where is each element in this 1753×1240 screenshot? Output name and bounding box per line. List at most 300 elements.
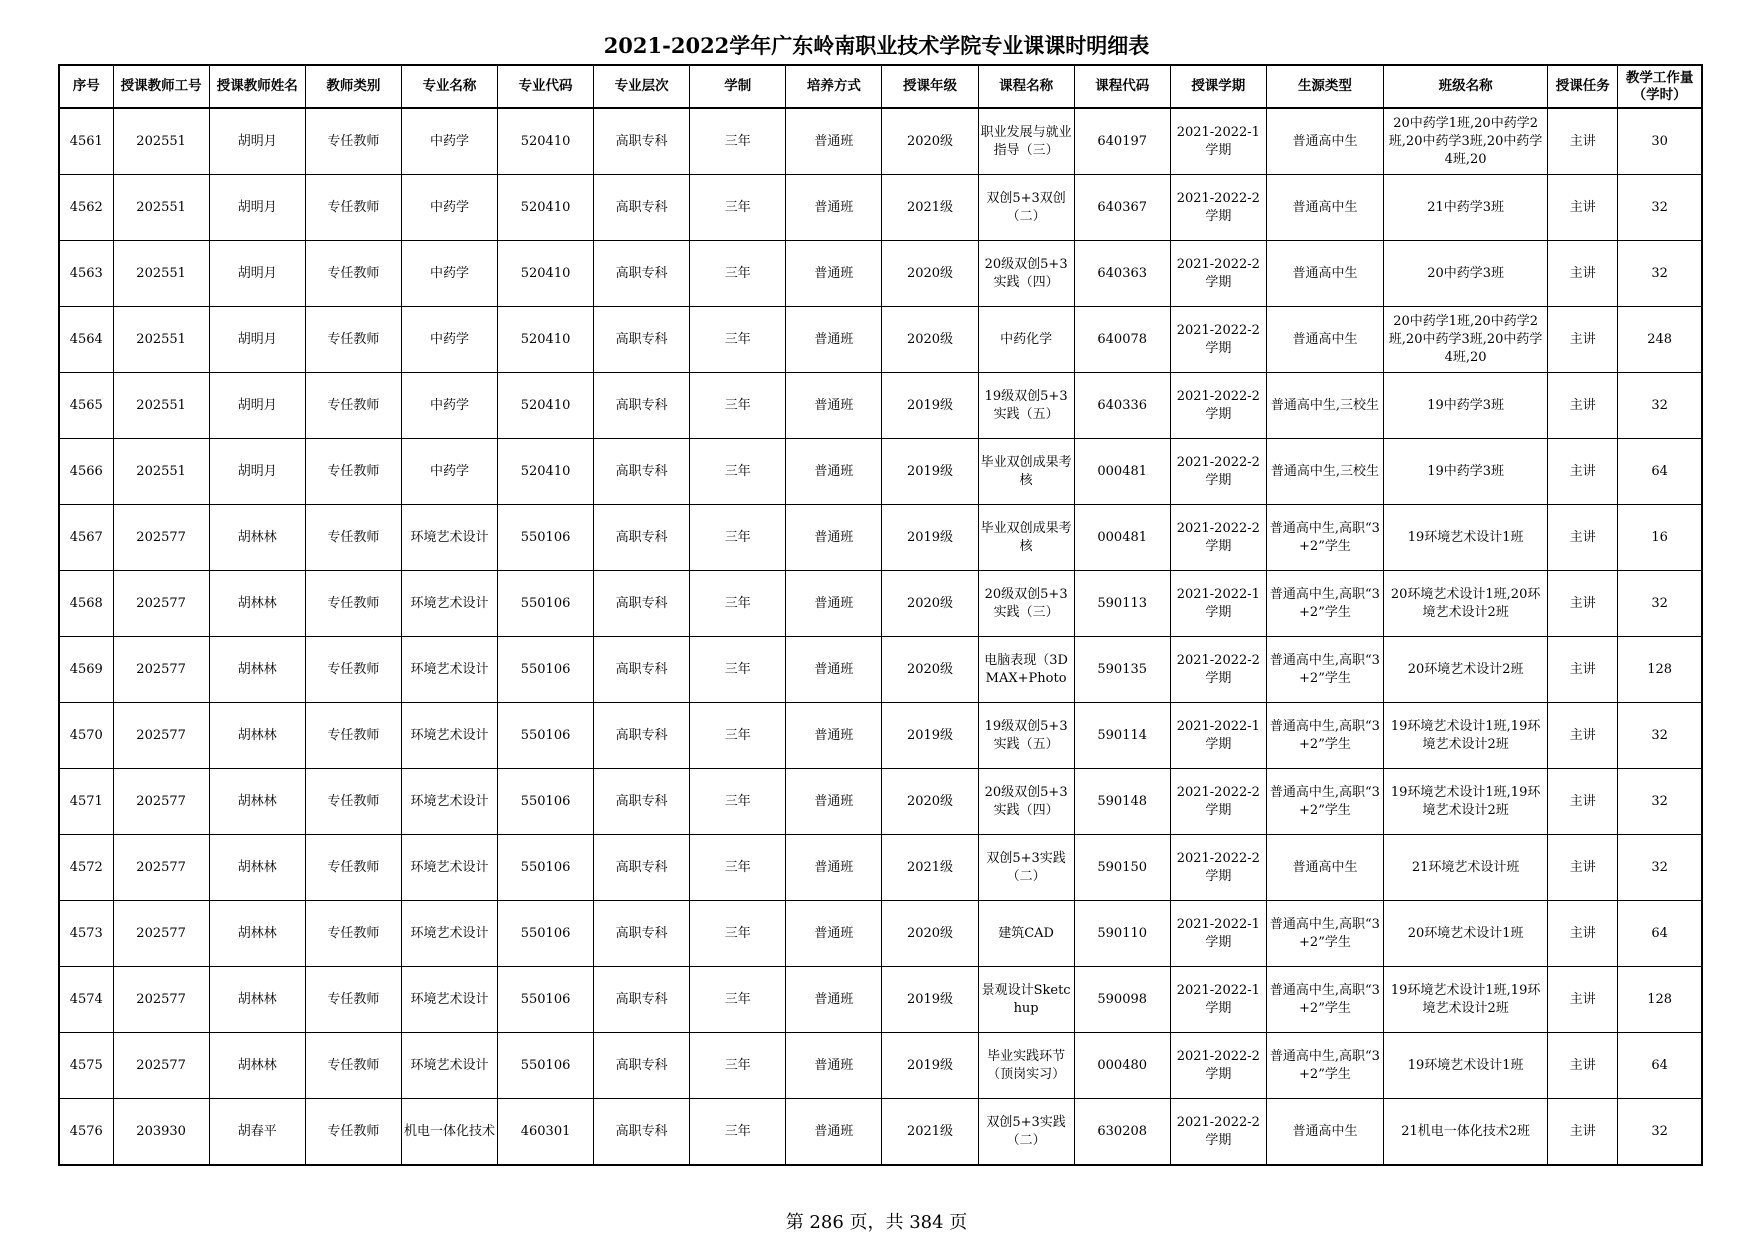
cell-text: 普通高中生 bbox=[1292, 331, 1358, 347]
cell-text: 2019级 bbox=[906, 529, 954, 545]
table-cell bbox=[1618, 439, 1702, 505]
cell-text: 590110 bbox=[1097, 925, 1148, 941]
table-cell bbox=[1266, 571, 1383, 637]
cell-text: 2021级 bbox=[906, 1123, 954, 1139]
cell-text: 2021级 bbox=[906, 859, 954, 875]
table-cell bbox=[1618, 307, 1702, 373]
table-cell bbox=[1618, 1099, 1702, 1166]
cell-text: 普通班 bbox=[814, 859, 854, 875]
cell-text: 2019级 bbox=[906, 1057, 954, 1073]
cell-text: 21环境艺术设计班 bbox=[1411, 859, 1520, 875]
cell-text: 2021-2022-2学期 bbox=[1176, 388, 1260, 422]
table-cell bbox=[882, 1099, 978, 1166]
cell-text: 000480 bbox=[1097, 1057, 1148, 1073]
column-header: 课程代码 bbox=[1074, 65, 1170, 108]
cell-text: 中药化学 bbox=[1000, 331, 1053, 347]
cell-text: 128 bbox=[1647, 661, 1673, 677]
cell-text: 520410 bbox=[520, 463, 571, 479]
table-cell bbox=[401, 175, 497, 241]
cell-text: 中药学 bbox=[429, 331, 469, 347]
cell-text: 三年 bbox=[724, 199, 751, 215]
table-cell bbox=[401, 373, 497, 439]
table-cell bbox=[1170, 175, 1266, 241]
cell-text: 毕业双创成果考核 bbox=[980, 520, 1072, 554]
cell-text: 19环境艺术设计1班 bbox=[1407, 529, 1524, 545]
cell-text: 550106 bbox=[520, 925, 571, 941]
cell-text: 主讲 bbox=[1569, 1123, 1596, 1139]
cell-text: 胡林林 bbox=[237, 661, 277, 677]
cell-text: 环境艺术设计 bbox=[410, 793, 489, 809]
table-cell bbox=[305, 703, 401, 769]
table-cell bbox=[978, 769, 1074, 835]
cell-text: 高职专科 bbox=[615, 661, 668, 677]
cell-text: 环境艺术设计 bbox=[410, 1057, 489, 1073]
table-cell bbox=[401, 505, 497, 571]
cell-text: 普通高中生,高职“3+2”学生 bbox=[1269, 784, 1380, 818]
cell-text: 三年 bbox=[724, 397, 751, 413]
cell-text: 胡明月 bbox=[237, 397, 277, 413]
table-cell bbox=[690, 835, 786, 901]
column-header: 学制 bbox=[690, 65, 786, 108]
table-cell bbox=[1618, 967, 1702, 1033]
table-row bbox=[59, 439, 1702, 505]
table-cell bbox=[401, 241, 497, 307]
cell-text: 毕业实践环节（顶岗实习） bbox=[987, 1048, 1066, 1082]
cell-text: 590098 bbox=[1097, 991, 1148, 1007]
table-cell bbox=[594, 769, 690, 835]
table-cell bbox=[1548, 175, 1618, 241]
table-cell bbox=[401, 1099, 497, 1166]
cell-text: 专任教师 bbox=[327, 727, 380, 743]
table-cell bbox=[882, 505, 978, 571]
cell-text: 20环境艺术设计2班 bbox=[1407, 661, 1524, 677]
cell-text: 590113 bbox=[1097, 595, 1148, 611]
table-cell bbox=[498, 175, 594, 241]
cell-text: 主讲 bbox=[1569, 1057, 1596, 1073]
cell-text: 胡明月 bbox=[237, 133, 277, 149]
table-cell bbox=[209, 505, 305, 571]
table-cell bbox=[594, 175, 690, 241]
cell-text: 普通高中生,高职“3+2”学生 bbox=[1269, 718, 1380, 752]
table-cell bbox=[1266, 307, 1383, 373]
table-row bbox=[59, 967, 1702, 1033]
cell-text: 4573 bbox=[69, 925, 103, 941]
cell-text: 2021-2022-2学期 bbox=[1176, 850, 1260, 884]
table-cell bbox=[1548, 241, 1618, 307]
cell-text: 胡明月 bbox=[237, 463, 277, 479]
table-cell bbox=[1618, 505, 1702, 571]
table-cell bbox=[401, 769, 497, 835]
cell-text: 21中药学3班 bbox=[1427, 199, 1505, 215]
cell-text: 专任教师 bbox=[327, 463, 380, 479]
table-cell bbox=[59, 901, 113, 967]
table-cell bbox=[1266, 769, 1383, 835]
table-cell bbox=[882, 108, 978, 175]
table-cell bbox=[1548, 637, 1618, 703]
cell-text: 胡明月 bbox=[237, 199, 277, 215]
cell-text: 环境艺术设计 bbox=[410, 859, 489, 875]
cell-text: 2021-2022-1学期 bbox=[1176, 718, 1260, 752]
cell-text: 普通高中生 bbox=[1292, 859, 1358, 875]
cell-text: 专任教师 bbox=[327, 793, 380, 809]
cell-text: 高职专科 bbox=[615, 463, 668, 479]
cell-text: 普通班 bbox=[814, 1123, 854, 1139]
table-row bbox=[59, 175, 1702, 241]
table-cell bbox=[1548, 307, 1618, 373]
table-cell bbox=[690, 769, 786, 835]
table-cell bbox=[1384, 439, 1548, 505]
table-cell bbox=[1548, 571, 1618, 637]
table-cell bbox=[113, 637, 209, 703]
cell-text: 景观设计Sketchup bbox=[981, 982, 1071, 1016]
table-cell bbox=[59, 307, 113, 373]
cell-text: 128 bbox=[1647, 991, 1673, 1007]
cell-text: 520410 bbox=[520, 331, 571, 347]
cell-text: 32 bbox=[1651, 595, 1668, 611]
cell-text: 三年 bbox=[724, 991, 751, 1007]
column-header: 专业代码 bbox=[498, 65, 594, 108]
table-row bbox=[59, 1033, 1702, 1099]
cell-text: 19环境艺术设计1班,19环境艺术设计2班 bbox=[1390, 982, 1541, 1016]
table-cell bbox=[1074, 769, 1170, 835]
cell-text: 三年 bbox=[724, 925, 751, 941]
table-cell bbox=[594, 637, 690, 703]
column-header: 授课学期 bbox=[1170, 65, 1266, 108]
cell-text: 550106 bbox=[520, 793, 571, 809]
cell-text: 三年 bbox=[724, 1057, 751, 1073]
table-row bbox=[59, 373, 1702, 439]
cell-text: 双创5+3双创（二） bbox=[986, 190, 1066, 224]
table-cell bbox=[59, 769, 113, 835]
table-cell bbox=[1074, 835, 1170, 901]
cell-text: 19中药学3班 bbox=[1427, 463, 1505, 479]
cell-text: 职业发展与就业指导（三） bbox=[980, 124, 1072, 158]
table-cell bbox=[305, 505, 401, 571]
table-cell bbox=[59, 241, 113, 307]
table-cell bbox=[594, 307, 690, 373]
table-row bbox=[59, 835, 1702, 901]
cell-text: 中药学 bbox=[429, 463, 469, 479]
table-cell bbox=[498, 108, 594, 175]
table-cell bbox=[978, 703, 1074, 769]
table-cell bbox=[1170, 703, 1266, 769]
cell-text: 2019级 bbox=[906, 991, 954, 1007]
cell-text: 202577 bbox=[136, 859, 186, 875]
cell-text: 高职专科 bbox=[615, 991, 668, 1007]
table-cell bbox=[882, 901, 978, 967]
cell-text: 主讲 bbox=[1569, 661, 1596, 677]
table-cell bbox=[1618, 175, 1702, 241]
table-cell bbox=[1074, 241, 1170, 307]
cell-text: 环境艺术设计 bbox=[410, 925, 489, 941]
table-cell bbox=[59, 967, 113, 1033]
cell-text: 2021-2022-1学期 bbox=[1176, 982, 1260, 1016]
table-cell bbox=[594, 571, 690, 637]
table-cell bbox=[1074, 108, 1170, 175]
table-cell bbox=[690, 901, 786, 967]
table-cell bbox=[1170, 505, 1266, 571]
table-cell bbox=[594, 703, 690, 769]
cell-text: 高职专科 bbox=[615, 1123, 668, 1139]
table-cell bbox=[882, 307, 978, 373]
table-cell bbox=[594, 1033, 690, 1099]
cell-text: 202551 bbox=[136, 199, 186, 215]
table-cell bbox=[113, 769, 209, 835]
table-cell bbox=[305, 373, 401, 439]
table-cell bbox=[1618, 571, 1702, 637]
cell-text: 高职专科 bbox=[615, 793, 668, 809]
cell-text: 4567 bbox=[69, 529, 103, 545]
table-cell bbox=[305, 901, 401, 967]
cell-text: 环境艺术设计 bbox=[410, 727, 489, 743]
table-cell bbox=[1548, 703, 1618, 769]
cell-text: 专任教师 bbox=[327, 331, 380, 347]
table-cell bbox=[305, 241, 401, 307]
table-cell bbox=[1384, 901, 1548, 967]
table-cell bbox=[978, 571, 1074, 637]
column-header: 专业名称 bbox=[401, 65, 497, 108]
page-title: 2021-2022学年广东岭南职业技术学院专业课课时明细表 bbox=[603, 33, 1150, 58]
table-cell bbox=[113, 241, 209, 307]
table-cell bbox=[1170, 307, 1266, 373]
cell-text: 专任教师 bbox=[327, 529, 380, 545]
cell-text: 16 bbox=[1651, 529, 1668, 545]
cell-text: 三年 bbox=[724, 595, 751, 611]
cell-text: 550106 bbox=[520, 529, 571, 545]
table-cell bbox=[786, 1033, 882, 1099]
cell-text: 高职专科 bbox=[615, 859, 668, 875]
table-cell bbox=[978, 505, 1074, 571]
cell-text: 机电一体化技术 bbox=[403, 1123, 495, 1139]
cell-text: 20中药学1班,20中药学2班,20中药学3班,20中药学4班,20 bbox=[1388, 313, 1543, 365]
cell-text: 普通班 bbox=[814, 727, 854, 743]
table-cell bbox=[498, 769, 594, 835]
cell-text: 32 bbox=[1651, 793, 1668, 809]
cell-text: 2021-2022-2学期 bbox=[1176, 1048, 1260, 1082]
table-cell bbox=[594, 1099, 690, 1166]
table-cell bbox=[1170, 439, 1266, 505]
table-cell bbox=[1384, 108, 1548, 175]
table-cell bbox=[1266, 637, 1383, 703]
table-cell bbox=[59, 1099, 113, 1166]
cell-text: 202577 bbox=[136, 529, 186, 545]
cell-text: 4576 bbox=[69, 1123, 103, 1139]
cell-text: 普通班 bbox=[814, 925, 854, 941]
cell-text: 高职专科 bbox=[615, 199, 668, 215]
cell-text: 普通高中生,三校生 bbox=[1270, 397, 1380, 413]
cell-text: 520410 bbox=[520, 199, 571, 215]
table-cell bbox=[209, 1033, 305, 1099]
cell-text: 专任教师 bbox=[327, 1057, 380, 1073]
cell-text: 主讲 bbox=[1569, 199, 1596, 215]
cell-text: 环境艺术设计 bbox=[410, 595, 489, 611]
table-cell bbox=[690, 439, 786, 505]
cell-text: 普通高中生,高职“3+2”学生 bbox=[1269, 1048, 1380, 1082]
table-cell bbox=[401, 571, 497, 637]
table-cell bbox=[1548, 901, 1618, 967]
cell-text: 32 bbox=[1651, 727, 1668, 743]
table-cell bbox=[59, 505, 113, 571]
table-cell bbox=[1548, 769, 1618, 835]
table-cell bbox=[1266, 967, 1383, 1033]
cell-text: 胡林林 bbox=[237, 991, 277, 1007]
table-cell bbox=[690, 637, 786, 703]
table-cell bbox=[1618, 1033, 1702, 1099]
table-cell bbox=[209, 241, 305, 307]
table-row bbox=[59, 637, 1702, 703]
table-cell bbox=[1266, 901, 1383, 967]
cell-text: 2021-2022-2学期 bbox=[1176, 256, 1260, 290]
cell-text: 三年 bbox=[724, 859, 751, 875]
cell-text: 520410 bbox=[520, 397, 571, 413]
cell-text: 4561 bbox=[69, 133, 103, 149]
cell-text: 202551 bbox=[136, 265, 186, 281]
cell-text: 中药学 bbox=[429, 265, 469, 281]
table-cell bbox=[1266, 241, 1383, 307]
table-cell bbox=[401, 637, 497, 703]
table-cell bbox=[978, 241, 1074, 307]
cell-text: 2021-2022-2学期 bbox=[1176, 784, 1260, 818]
table-row bbox=[59, 505, 1702, 571]
column-header: 序号 bbox=[59, 65, 113, 108]
table-cell bbox=[594, 901, 690, 967]
table-cell bbox=[401, 108, 497, 175]
table-row bbox=[59, 901, 1702, 967]
cell-text: 专任教师 bbox=[327, 1123, 380, 1139]
cell-text: 4574 bbox=[69, 991, 103, 1007]
cell-text: 2020级 bbox=[906, 133, 954, 149]
cell-text: 4575 bbox=[69, 1057, 103, 1073]
column-header: 生源类型 bbox=[1266, 65, 1383, 108]
cell-text: 2021-2022-2学期 bbox=[1176, 1114, 1260, 1148]
cell-text: 2020级 bbox=[906, 661, 954, 677]
table-cell bbox=[1548, 1099, 1618, 1166]
cell-text: 普通班 bbox=[814, 529, 854, 545]
cell-text: 460301 bbox=[520, 1123, 571, 1139]
table-cell bbox=[690, 571, 786, 637]
table-cell bbox=[305, 439, 401, 505]
table-cell bbox=[1074, 901, 1170, 967]
table-cell bbox=[498, 1099, 594, 1166]
cell-text: 20级双创5+3实践（四） bbox=[984, 256, 1068, 290]
table-cell bbox=[209, 769, 305, 835]
table-cell bbox=[401, 1033, 497, 1099]
table-cell bbox=[498, 967, 594, 1033]
table-cell bbox=[209, 637, 305, 703]
table-cell bbox=[59, 439, 113, 505]
cell-text: 520410 bbox=[520, 265, 571, 281]
cell-text: 2021-2022-1学期 bbox=[1176, 586, 1260, 620]
cell-text: 640367 bbox=[1097, 199, 1148, 215]
cell-text: 202551 bbox=[136, 397, 186, 413]
table-row bbox=[59, 703, 1702, 769]
cell-text: 三年 bbox=[724, 661, 751, 677]
cell-text: 30 bbox=[1651, 133, 1668, 149]
table-cell bbox=[1074, 967, 1170, 1033]
table-cell bbox=[498, 571, 594, 637]
table-cell bbox=[1618, 637, 1702, 703]
table-cell bbox=[594, 439, 690, 505]
table-cell bbox=[1266, 373, 1383, 439]
cell-text: 202577 bbox=[136, 991, 186, 1007]
table-cell bbox=[1074, 439, 1170, 505]
table-cell bbox=[1170, 835, 1266, 901]
cell-text: 4564 bbox=[69, 331, 103, 347]
cell-text: 双创5+3实践（二） bbox=[986, 850, 1066, 884]
table-cell bbox=[498, 241, 594, 307]
table-body bbox=[59, 108, 1702, 1165]
table-cell bbox=[594, 967, 690, 1033]
table-row bbox=[59, 1099, 1702, 1166]
table-cell bbox=[786, 373, 882, 439]
column-header: 教学工作量（学时） bbox=[1618, 65, 1702, 108]
table-cell bbox=[113, 835, 209, 901]
table-cell bbox=[1074, 307, 1170, 373]
table-cell bbox=[786, 307, 882, 373]
cell-text: 202551 bbox=[136, 331, 186, 347]
table-cell bbox=[1384, 1099, 1548, 1166]
cell-text: 普通高中生 bbox=[1292, 1123, 1358, 1139]
cell-text: 胡林林 bbox=[237, 1057, 277, 1073]
table-cell bbox=[1170, 241, 1266, 307]
cell-text: 19环境艺术设计1班,19环境艺术设计2班 bbox=[1390, 784, 1541, 818]
cell-text: 2021-2022-2学期 bbox=[1176, 652, 1260, 686]
table-cell bbox=[978, 967, 1074, 1033]
table-cell bbox=[1548, 967, 1618, 1033]
cell-text: 三年 bbox=[724, 463, 751, 479]
table-cell bbox=[305, 108, 401, 175]
table-cell bbox=[1170, 373, 1266, 439]
cell-text: 202551 bbox=[136, 133, 186, 149]
cell-text: 640197 bbox=[1097, 133, 1148, 149]
cell-text: 4570 bbox=[69, 727, 103, 743]
table-cell bbox=[1618, 373, 1702, 439]
table-cell bbox=[1170, 901, 1266, 967]
table-cell bbox=[1074, 175, 1170, 241]
cell-text: 主讲 bbox=[1569, 265, 1596, 281]
cell-text: 640336 bbox=[1097, 397, 1148, 413]
cell-text: 640363 bbox=[1097, 265, 1148, 281]
cell-text: 三年 bbox=[724, 265, 751, 281]
cell-text: 普通班 bbox=[814, 1057, 854, 1073]
cell-text: 主讲 bbox=[1569, 925, 1596, 941]
table-cell bbox=[1170, 1099, 1266, 1166]
cell-text: 32 bbox=[1651, 397, 1668, 413]
table-cell bbox=[1266, 835, 1383, 901]
table-cell bbox=[209, 1099, 305, 1166]
table-cell bbox=[1266, 1033, 1383, 1099]
table-cell bbox=[1384, 241, 1548, 307]
table-cell bbox=[1384, 1033, 1548, 1099]
cell-text: 环境艺术设计 bbox=[410, 991, 489, 1007]
cell-text: 520410 bbox=[520, 133, 571, 149]
cell-text: 专任教师 bbox=[327, 991, 380, 1007]
cell-text: 高职专科 bbox=[615, 265, 668, 281]
table-cell bbox=[786, 241, 882, 307]
cell-text: 主讲 bbox=[1569, 463, 1596, 479]
cell-text: 64 bbox=[1651, 1057, 1668, 1073]
table-cell bbox=[209, 967, 305, 1033]
table-cell bbox=[113, 307, 209, 373]
cell-text: 550106 bbox=[520, 991, 571, 1007]
cell-text: 环境艺术设计 bbox=[410, 529, 489, 545]
cell-text: 2021-2022-1学期 bbox=[1176, 916, 1260, 950]
column-header: 培养方式 bbox=[786, 65, 882, 108]
table-cell bbox=[305, 769, 401, 835]
cell-text: 主讲 bbox=[1569, 859, 1596, 875]
cell-text: 32 bbox=[1651, 1123, 1668, 1139]
table-cell bbox=[978, 373, 1074, 439]
